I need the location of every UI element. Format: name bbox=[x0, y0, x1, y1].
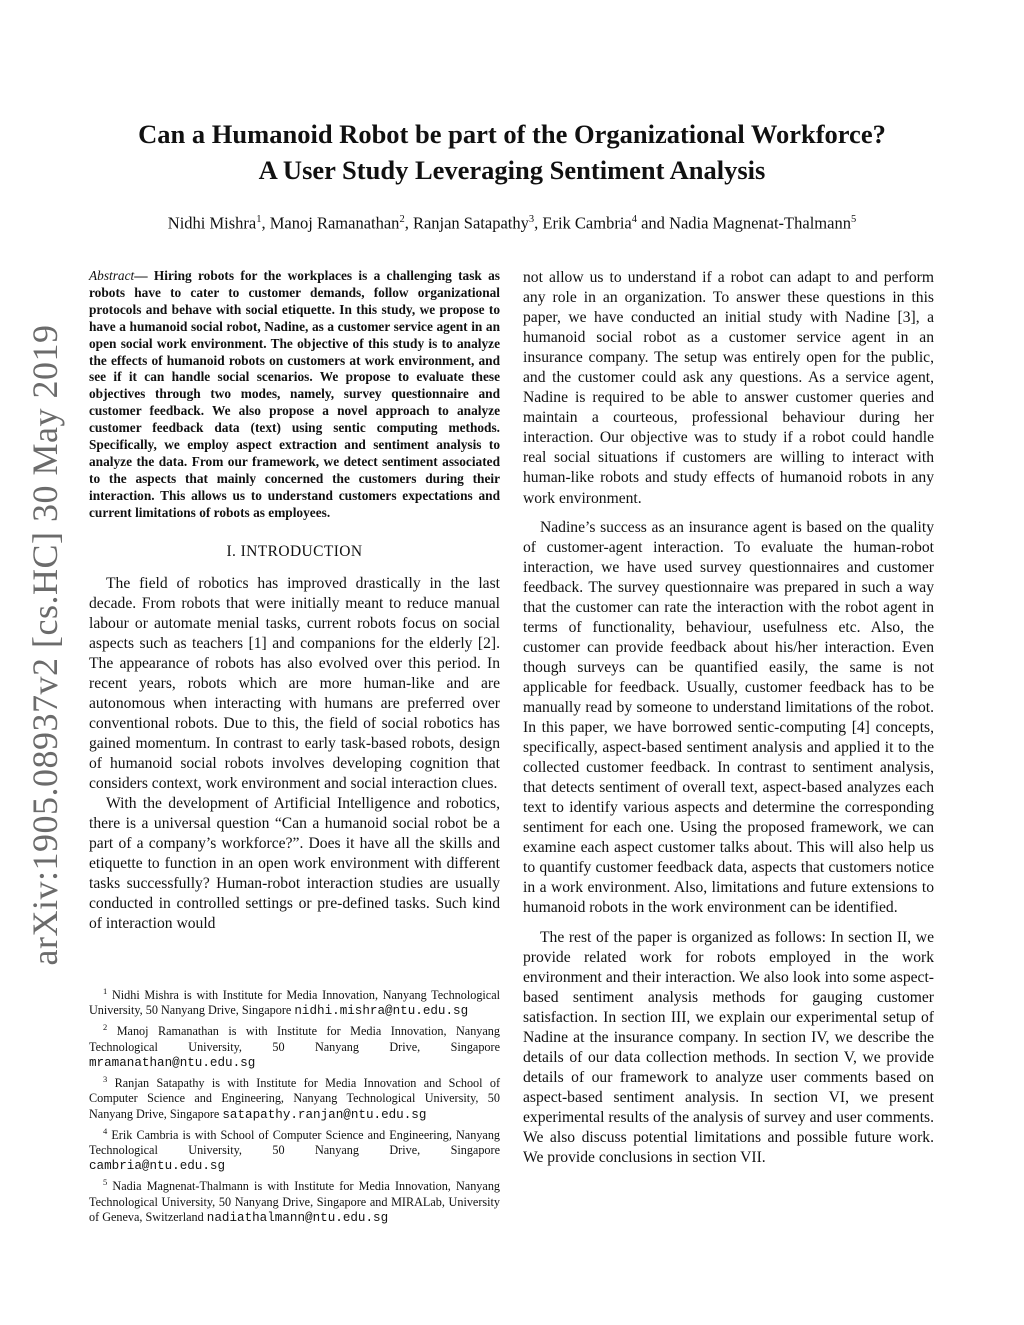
abstract-text: Hiring robots for the workplaces is a challenging task as robots have to cater to customer demands, follow organizational protocols and behave with social etiquette. In this study, we propose to have a humanoid social robot, Nadine, as a customer service agent in an open social work environment. The objective of this study is to analyze the effects of humanoid robots on customers at work environment, and see if it can handle social scenarios. We propose to evaluate these objectives through two modes, namely, survey questionnaire and customer feedback. We also propose a novel approach to analyze customer feedback data (text) using sentic computing methods. Specifically, we employ aspect extraction and sentiment analysis to analyze the data. From our framework, we detect sentiment associated to the aspects that mainly concerned the customers during their interaction. This allows us to understand customers expectations and current limitations of robots as employees. bbox=[89, 268, 500, 520]
author-list bbox=[60, 208, 964, 236]
arxiv-identifier: arXiv:1905.08937v2 [cs.HC] 30 May 2019 bbox=[25, 324, 65, 966]
abstract-dash: — bbox=[134, 268, 154, 283]
author-separator: , bbox=[534, 213, 543, 233]
section-heading: I. INTRODUCTION bbox=[226, 542, 363, 560]
author-name: Nadia Magnenat-Thalmann bbox=[669, 213, 851, 233]
author-mark: 5 bbox=[850, 214, 857, 225]
footnote-email: mramanathan@ntu.edu.sg bbox=[89, 1055, 256, 1070]
author-name: Manoj Ramanathan bbox=[269, 213, 400, 233]
footnote-mark: 5 bbox=[103, 1177, 108, 1188]
footnote-mark: 3 bbox=[103, 1074, 108, 1085]
body-paragraph: With the development of Artificial Intelligence and robotics, there is a universal question “Can a humanoid social robot be a part of a company’s workforce?”. Does it have all the skills and etiquette to function in an open work environment with different tasks successfully? Human-robot interaction studies are usually conducted in controlled settings or pre-defined tasks. Such kind of interaction would bbox=[89, 795, 500, 933]
footnote-text: Ranjan Satapathy is with Institute for Media Innovation and School of Computer Science and Engineering, Nanyang Technological University, 50 Nanyang Drive, Singapore bbox=[89, 1076, 501, 1121]
author-mark: 3 bbox=[528, 214, 535, 225]
footnote-text: Nadia Magnenat-Thalmann is with Institute for Media Innovation, Nanyang Technological University, 50 Nanyang Drive, Singapore and MIRALab, University of Geneva, Switzerland bbox=[89, 1179, 501, 1224]
author-name: Erik Cambria bbox=[542, 213, 632, 233]
footnote bbox=[89, 984, 500, 1019]
footnote-text: Erik Cambria is with School of Computer Science and Engineering, Nanyang Technological University, 50 Nanyang Drive, Singapore bbox=[89, 1127, 501, 1158]
body-paragraph: Nadine’s success as an insurance agent is based on the quality of customer-agent interaction. To evaluate the human-robot interaction, we have used survey questionnaires and customer feedback. The survey questionnaire was prepared in such a way that the customer can rate the interaction with the robot agent in terms of functionality, behaviour, usefulness etc. Also, the customer can provide feedback about his/her interaction. Even though surveys can be quantified easily, the same is not applicable for feedback. Usually, customer feedback has to be manually read by someone to understand limitations of the robot. In this paper, we have borrowed sentic-computing [4] concepts, specifically, aspect-based sentiment analysis and applied it to the collected customer feedback. In contrast to sentiment analysis, that detects sentiment of overall text, aspect-based analyzes each text to identify various aspects and determine the corresponding sentiment for each one. Using the proposed framework, we can examine each aspect customer talks about. This will also help us to quantify customer feedback data, aspects that customers notice in a work environment. Also, limitations and future extensions to humanoid robots in the work environment can be identified. bbox=[523, 518, 934, 917]
footnote-email: nadiathalmann@ntu.edu.sg bbox=[206, 1210, 389, 1225]
author-separator: and bbox=[636, 213, 670, 233]
author-separator: , bbox=[261, 213, 270, 233]
footnotes bbox=[89, 984, 500, 1227]
footnote-text: Nidhi Mishra is with Institute for Media Innovation, Nanyang Technological University, 50 Nanyang Drive, Singapore bbox=[89, 988, 501, 1018]
author-mark: 1 bbox=[256, 214, 262, 225]
footnote bbox=[89, 1072, 500, 1123]
right-column bbox=[523, 268, 934, 1168]
footnote-mark: 1 bbox=[103, 986, 108, 996]
author-name: Ranjan Satapathy bbox=[412, 213, 529, 233]
footnote-email: nidhi.mishra@ntu.edu.sg bbox=[294, 1004, 469, 1019]
paper-title bbox=[70, 116, 954, 188]
author-name: Nidhi Mishra bbox=[167, 213, 257, 233]
footnote bbox=[89, 1124, 500, 1175]
body-paragraph: The field of robotics has improved drastically in the last decade. From robots that were initially meant to reduce manual labour or automate menial tasks, current robots focus on social aspects such as teachers [1] and companions for the elderly [2]. The appearance of robots has also evolved over this period. In recent years, robots which are more human-like and are autonomous when interacting with humans are preferred over conventional robots. Due to this, the field of social robotics has gained momentum. In contrast to early task-based robots, design of humanoid social robots involves developing cognition that considers context, work environment and social interaction clues. bbox=[89, 574, 500, 793]
body-paragraph: The rest of the paper is organized as follows: In section II, we provide related work for robots employed in the work environment and their interaction. We also look into some aspect-based sentiment analysis methods for gauging customer satisfaction. In section III, we explain our experimental setup of Nadine at the insurance company. In section IV, we describe the details of our data collection methods. In section V, we provide details of our framework to analyze user comments based on aspect-based sentiment analysis. In section VI, we present experimental results of the analysis of survey and user comments. We also discuss potential limitations and possible future work. We provide conclusions in section VII. bbox=[523, 928, 934, 1167]
footnote-email: satapathy.ranjan@ntu.edu.sg bbox=[222, 1107, 427, 1122]
footnote-email: cambria@ntu.edu.sg bbox=[89, 1159, 226, 1174]
title-line-2: A User Study Leveraging Sentiment Analysis bbox=[258, 155, 766, 185]
abstract bbox=[89, 268, 500, 522]
footnote-text: Manoj Ramanathan is with Institute for Media Innovation, Nanyang Technological University, 50 Nanyang Drive, Singapore bbox=[89, 1024, 500, 1054]
abstract-lead: Abstract bbox=[89, 268, 135, 283]
body-paragraph: not allow us to understand if a robot can adapt to and perform any role in an organization. To answer these questions in this paper, we have conducted an initial study with Nadine [3], a humanoid social robot as a customer service agent in an insurance company. The setup was entirely open for the public, and the customer could ask any questions. As a service agent, Nadine is required to be able to answer customer queries and maintain a courteous, professional behaviour during her interaction. Our objective was to study if a robot could handle real social situations if customers are willing to interact with human-like robots and study effects of humanoid robots in any work environment. bbox=[523, 269, 934, 507]
title-line-1: Can a Humanoid Robot be part of the Organizational Workforce? bbox=[138, 119, 886, 149]
left-column bbox=[89, 268, 500, 934]
arxiv-sidebar bbox=[15, 324, 75, 966]
footnote-mark: 2 bbox=[103, 1022, 108, 1033]
footnote bbox=[89, 1175, 500, 1226]
footnote bbox=[89, 1020, 500, 1071]
author-mark: 4 bbox=[631, 214, 637, 225]
footnote-mark: 4 bbox=[103, 1125, 108, 1136]
author-separator: , bbox=[404, 213, 413, 233]
author-mark: 2 bbox=[399, 214, 405, 225]
